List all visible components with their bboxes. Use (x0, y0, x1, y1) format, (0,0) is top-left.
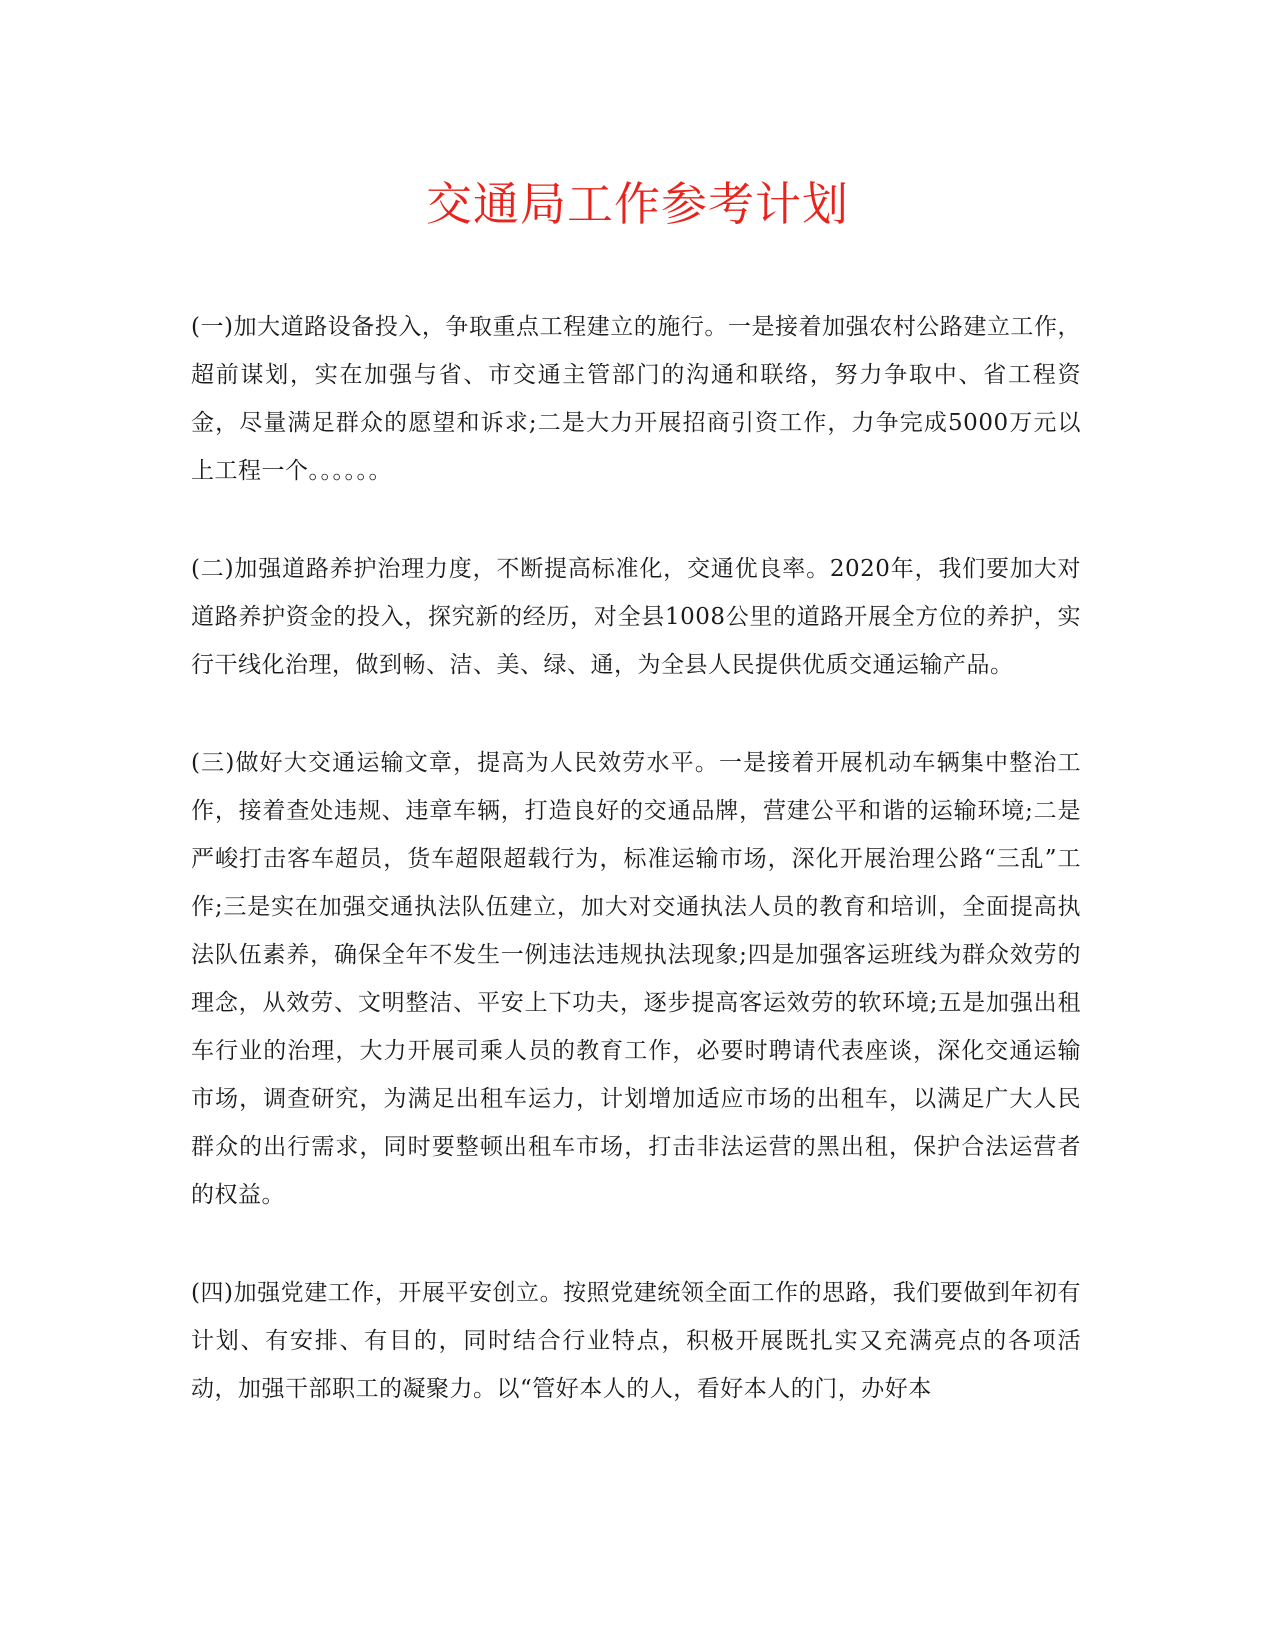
document-title: 交通局工作参考计划 (426, 177, 849, 231)
paragraph-4: (四)加强党建工作，开展平安创立。按照党建统领全面工作的思路，我们要做到年初有计划、有安排、有目的，同时结合行业特点，积极开展既扎实又充满亮点的各项活动，加强干部职工的凝聚力。以“管好本人的人，看好本人的门，办好本 (191, 1280, 1081, 1402)
paragraph-3: (三)做好大交通运输文章，提高为人民效劳水平。一是接着开展机动车辆集中整治工作，接着查处违规、违章车辆，打造良好的交通品牌，营建公平和谐的运输环境;二是严峻打击客车超员，货车超限超载行为，标准运输市场，深化开展治理公路“三乱”工作;三是实在加强交通执法队伍建立，加大对交通执法人员的教育和培训，全面提高执法队伍素养，确保全年不发生一例违法违规执法现象;四是加强客运班线为群众效劳的理念，从效劳、文明整洁、平安上下功夫，逐步提高客运效劳的软环境;五是加强出租车行业的治理，大力开展司乘人员的教育工作，必要时聘请代表座谈，深化交通运输市场，调查研究，为满足出租车运力，计划增加适应市场的出租车，以满足广大人民群众的出行需求，同时要整顿出租车市场，打击非法运营的黑出租，保护合法运营者的权益。 (191, 750, 1081, 1208)
paragraph-2: (二)加强道路养护治理力度，不断提高标准化，交通优良率。2020年，我们要加大对道路养护资金的投入，探究新的经历，对全县1008公里的道路开展全方位的养护，实行干线化治理，做到畅、洁、美、绿、通，为全县人民提供优质交通运输产品。 (191, 556, 1081, 678)
document-body (191, 303, 1081, 1463)
paragraph-1: (一)加大道路设备投入，争取重点工程建立的施行。一是接着加强农村公路建立工作，超前谋划，实在加强与省、市交通主管部门的沟通和联络，努力争取中、省工程资金，尽量满足群众的愿望和诉求;二是大力开展招商引资工作，力争完成5000万元以上工程一个。。。。。。 (191, 314, 1081, 484)
